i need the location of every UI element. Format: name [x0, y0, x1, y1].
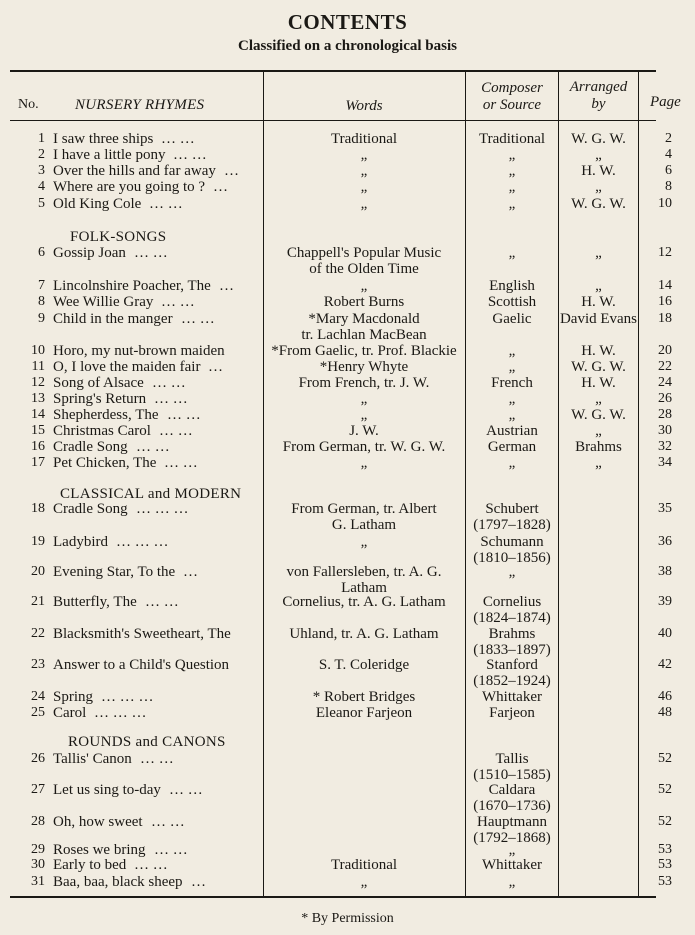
- entry-composer: „: [508, 455, 516, 471]
- entry-arranger: W. G. W.: [571, 131, 626, 147]
- leader-dots: … …: [152, 375, 186, 391]
- entry-composer: (1852–1924): [473, 673, 551, 689]
- entry-composer: (1810–1856): [473, 550, 551, 566]
- entry-composer: „: [508, 343, 516, 359]
- entry-arranger: H. W.: [581, 163, 616, 179]
- entry-arranger: W. G. W.: [571, 407, 626, 423]
- entry-title: Roses we bring: [53, 842, 146, 858]
- leader-dots: … …: [140, 751, 174, 767]
- entry-page: 52: [658, 782, 672, 797]
- entry-words: „: [360, 407, 368, 423]
- entry-title: Spring: [53, 689, 94, 705]
- leader-dots: … …: [164, 455, 198, 471]
- entry-words: G. Latham: [331, 517, 397, 533]
- entry-page: 39: [658, 594, 672, 609]
- entry-number: 25: [31, 705, 45, 720]
- leader-dots: …: [213, 179, 228, 195]
- leader-dots: … …: [149, 196, 183, 212]
- leader-dots: … …: [169, 782, 203, 798]
- entry-words: „: [360, 163, 368, 179]
- entry-number: 19: [31, 534, 45, 549]
- entry-title: Gossip Joan: [53, 245, 126, 261]
- entry-page: 12: [658, 245, 672, 260]
- entry-number: 27: [31, 782, 45, 797]
- leader-dots: … …: [167, 407, 201, 423]
- entry-page: 36: [658, 534, 672, 549]
- entry-page: 10: [658, 196, 672, 211]
- entry-composer: (1833–1897): [473, 642, 551, 658]
- entry-page: 8: [665, 179, 672, 194]
- entry-number: 22: [31, 626, 45, 641]
- entry-words: S. T. Coleridge: [318, 657, 410, 673]
- header-no: No.: [18, 97, 39, 112]
- entry-words: „: [360, 874, 368, 890]
- entry-words: of the Olden Time: [309, 261, 419, 277]
- entry-number: 30: [31, 857, 45, 872]
- section-heading-folk-songs: FOLK-SONGS: [70, 229, 167, 245]
- entry-composer: Gaelic: [492, 311, 532, 327]
- entry-title: Child in the manger: [53, 311, 173, 327]
- leader-dots: … …: [134, 245, 168, 261]
- entry-title: Ladybird: [53, 534, 108, 550]
- entry-composer: (1670–1736): [473, 798, 551, 814]
- entry-words: *Mary Macdonald: [308, 311, 420, 327]
- header-composer: Composer: [481, 80, 543, 96]
- entry-composer: Cornelius: [482, 594, 542, 610]
- entry-number: 4: [38, 179, 45, 194]
- entry-words: From French, tr. J. W.: [298, 375, 430, 391]
- entry-words: Cornelius, tr. A. G. Latham: [282, 594, 446, 610]
- entry-number: 10: [31, 343, 45, 358]
- entry-title: Pet Chicken, The: [53, 455, 157, 471]
- entry-arranger: W. G. W.: [571, 196, 626, 212]
- entry-words: „: [360, 391, 368, 407]
- leader-dots: … … …: [101, 689, 154, 705]
- page-title: CONTENTS: [287, 10, 408, 34]
- entry-words: „: [360, 534, 368, 550]
- entry-number: 23: [31, 657, 45, 672]
- entry-page: 35: [658, 501, 672, 516]
- entry-words: tr. Lachlan MacBean: [301, 327, 427, 343]
- entry-number: 13: [31, 391, 45, 406]
- entry-composer: Whittaker: [482, 857, 542, 873]
- leader-dots: … …: [136, 439, 170, 455]
- leader-dots: …: [219, 278, 234, 294]
- entry-words: From German, tr. Albert: [291, 501, 437, 517]
- permission-note: * By Permission: [301, 911, 394, 926]
- entry-page: 34: [658, 455, 672, 470]
- entry-composer: Hauptmann: [477, 814, 547, 830]
- entry-arranger: „: [595, 391, 602, 407]
- entry-composer: German: [487, 439, 537, 455]
- leader-dots: … …: [159, 423, 193, 439]
- entry-composer: Tallis: [495, 751, 529, 767]
- entry-arranger: „: [595, 245, 602, 261]
- entry-number: 29: [31, 842, 45, 857]
- entry-title: Evening Star, To the: [53, 564, 176, 580]
- entry-page: 26: [658, 391, 672, 406]
- entry-words: Uhland, tr. A. G. Latham: [289, 626, 439, 642]
- entry-composer: „: [508, 564, 516, 580]
- entry-page: 6: [665, 163, 672, 178]
- leader-dots: …: [224, 163, 239, 179]
- entry-title: Spring's Return: [53, 391, 147, 407]
- header-nursery-rhymes: NURSERY RHYMES: [75, 97, 205, 113]
- entry-page: 52: [658, 814, 672, 829]
- leader-dots: … …: [173, 147, 207, 163]
- header-arranged: Arranged: [569, 79, 628, 95]
- entry-title: O, I love the maiden fair: [53, 359, 201, 375]
- entry-arranger: H. W.: [581, 375, 616, 391]
- entry-number: 3: [38, 163, 45, 178]
- entry-page: 53: [658, 874, 672, 889]
- section-heading-rounds-canons: ROUNDS and CANONS: [68, 734, 226, 750]
- entry-number: 7: [38, 278, 45, 293]
- entry-page: 18: [658, 311, 672, 326]
- leader-dots: … … …: [136, 501, 189, 517]
- entry-arranger: Brahms: [575, 439, 622, 455]
- entry-arranger: H. W.: [581, 343, 616, 359]
- entry-number: 6: [38, 245, 45, 260]
- entry-words: From German, tr. W. G. W.: [282, 439, 446, 455]
- entry-words: „: [360, 179, 368, 195]
- entry-title: Old King Cole: [53, 196, 142, 212]
- entry-title: Where are you going to ?: [53, 179, 206, 195]
- leader-dots: … … …: [94, 705, 147, 721]
- bottom-rule: [10, 896, 656, 898]
- leader-dots: … …: [151, 814, 185, 830]
- entry-page: 38: [658, 564, 672, 579]
- entry-number: 17: [31, 455, 45, 470]
- entry-composer: „: [508, 391, 516, 407]
- entry-page: 46: [658, 689, 672, 704]
- entry-number: 20: [31, 564, 45, 579]
- entry-composer: Brahms: [488, 626, 536, 642]
- entry-number: 12: [31, 375, 45, 390]
- entry-title: Blacksmith's Sweetheart, The: [53, 626, 231, 642]
- entry-arranger: David Evans: [559, 311, 638, 327]
- header-rule: [10, 120, 656, 121]
- entry-composer: „: [508, 147, 516, 163]
- entry-composer: (1510–1585): [473, 767, 551, 783]
- entry-title: Lincolnshire Poacher, The: [53, 278, 211, 294]
- entry-title: Oh, how sweet: [53, 814, 143, 830]
- entry-title: Carol: [53, 705, 87, 721]
- entry-words: Chappell's Popular Music: [286, 245, 442, 261]
- leader-dots: … …: [161, 131, 195, 147]
- entry-page: 52: [658, 751, 672, 766]
- entry-title: Cradle Song: [53, 439, 128, 455]
- entry-number: 28: [31, 814, 45, 829]
- leader-dots: …: [208, 359, 223, 375]
- entry-number: 18: [31, 501, 45, 516]
- leader-dots: … …: [181, 311, 215, 327]
- entry-composer: (1824–1874): [473, 610, 551, 626]
- entry-number: 5: [38, 196, 45, 211]
- entry-page: 48: [658, 705, 672, 720]
- entry-composer: „: [508, 196, 516, 212]
- entry-title: Christmas Carol: [53, 423, 151, 439]
- entry-page: 53: [658, 857, 672, 872]
- leader-dots: … … …: [116, 534, 169, 550]
- entry-composer: Scottish: [487, 294, 537, 310]
- entry-title: I saw three ships: [53, 131, 154, 147]
- entry-title: Let us sing to-day: [53, 782, 161, 798]
- entry-page: 32: [658, 439, 672, 454]
- entry-page: 22: [658, 359, 672, 374]
- entry-words: „: [360, 196, 368, 212]
- entry-composer: „: [508, 842, 516, 858]
- entry-composer: „: [508, 407, 516, 423]
- entry-composer: „: [508, 359, 516, 375]
- entry-number: 14: [31, 407, 45, 422]
- entry-words: Robert Burns: [323, 294, 405, 310]
- entry-composer: Schumann: [480, 534, 544, 550]
- entry-title: Shepherdess, The: [53, 407, 159, 423]
- entry-number: 9: [38, 311, 45, 326]
- entry-composer: English: [489, 278, 535, 294]
- entry-page: 53: [658, 842, 672, 857]
- entry-page: 20: [658, 343, 672, 358]
- leader-dots: … …: [134, 857, 168, 873]
- leader-dots: … …: [154, 842, 188, 858]
- entry-words: J. W.: [349, 423, 379, 439]
- entry-page: 16: [658, 294, 672, 309]
- entry-page: 14: [658, 278, 672, 293]
- entry-number: 11: [31, 359, 45, 374]
- top-rule: [10, 70, 656, 72]
- section-heading-classical-modern: CLASSICAL and MODERN: [60, 486, 242, 502]
- header-arranged: by: [591, 96, 606, 112]
- header-page: Page: [650, 94, 681, 110]
- entry-page: 24: [658, 375, 672, 390]
- entry-words: Traditional: [330, 857, 398, 873]
- entry-title: Over the hills and far away: [53, 163, 216, 179]
- header-composer: or Source: [482, 97, 542, 113]
- entry-number: 15: [31, 423, 45, 438]
- entry-words: *From Gaelic, tr. Prof. Blackie: [271, 343, 457, 359]
- leader-dots: …: [191, 874, 206, 890]
- entry-words: „: [360, 147, 368, 163]
- entry-title: Cradle Song: [53, 501, 128, 517]
- entry-title: Butterfly, The: [53, 594, 137, 610]
- entry-page: 42: [658, 657, 672, 672]
- entry-number: 24: [31, 689, 45, 704]
- entry-arranger: „: [595, 455, 602, 471]
- entry-composer: „: [508, 179, 516, 195]
- entry-composer: „: [508, 163, 516, 179]
- entry-number: 2: [38, 147, 45, 162]
- entry-number: 21: [31, 594, 45, 609]
- entry-title: I have a little pony: [53, 147, 166, 163]
- header-words: Words: [345, 98, 383, 114]
- entry-arranger: „: [595, 423, 602, 439]
- entry-title: Answer to a Child's Question: [53, 657, 230, 673]
- leader-dots: …: [183, 564, 198, 580]
- page-subtitle: Classified on a chronological basis: [238, 38, 457, 54]
- entry-page: 28: [658, 407, 672, 422]
- entry-words: Latham: [341, 580, 387, 596]
- entry-composer: (1792–1868): [473, 830, 551, 846]
- entry-words: von Fallersleben, tr. A. G.: [286, 564, 442, 580]
- entry-composer: Schubert: [485, 501, 539, 517]
- entry-composer: Austrian: [486, 423, 538, 439]
- entry-number: 8: [38, 294, 45, 309]
- entry-words: * Robert Bridges: [312, 689, 416, 705]
- entry-composer: Farjeon: [489, 705, 535, 721]
- entry-page: 4: [665, 147, 672, 162]
- entry-number: 31: [31, 874, 45, 889]
- entry-composer: Stanford: [486, 657, 538, 673]
- entry-arranger: „: [595, 147, 602, 163]
- entry-title: Song of Alsace: [53, 375, 144, 391]
- entry-page: 30: [658, 423, 672, 438]
- entry-composer: (1797–1828): [473, 517, 551, 533]
- entry-arranger: „: [595, 179, 602, 195]
- entry-composer: Caldara: [488, 782, 536, 798]
- entry-words: „: [360, 455, 368, 471]
- entry-composer: French: [491, 375, 533, 391]
- entry-title: Wee Willie Gray: [53, 294, 154, 310]
- entry-page: 40: [658, 626, 672, 641]
- leader-dots: … …: [154, 391, 188, 407]
- entry-number: 1: [38, 131, 45, 146]
- entry-composer: Whittaker: [482, 689, 542, 705]
- entry-number: 26: [31, 751, 45, 766]
- entry-arranger: W. G. W.: [571, 359, 626, 375]
- leader-dots: … …: [145, 594, 179, 610]
- leader-dots: … …: [161, 294, 195, 310]
- column-divider: [638, 72, 639, 896]
- entry-words: „: [360, 278, 368, 294]
- entry-composer: „: [508, 874, 516, 890]
- entry-words: Traditional: [330, 131, 398, 147]
- entry-composer: „: [508, 245, 516, 261]
- entry-arranger: H. W.: [581, 294, 616, 310]
- entry-title: Tallis' Canon: [53, 751, 132, 767]
- entry-number: 16: [31, 439, 45, 454]
- entry-arranger: „: [595, 278, 602, 294]
- entry-title: Horo, my nut-brown maiden: [53, 343, 225, 359]
- entry-page: 2: [665, 131, 672, 146]
- entry-composer: Traditional: [478, 131, 546, 147]
- entry-words: *Henry Whyte: [319, 359, 409, 375]
- entry-title: Early to bed: [53, 857, 127, 873]
- entry-title: Baa, baa, black sheep: [53, 874, 183, 890]
- entry-words: Eleanor Farjeon: [315, 705, 413, 721]
